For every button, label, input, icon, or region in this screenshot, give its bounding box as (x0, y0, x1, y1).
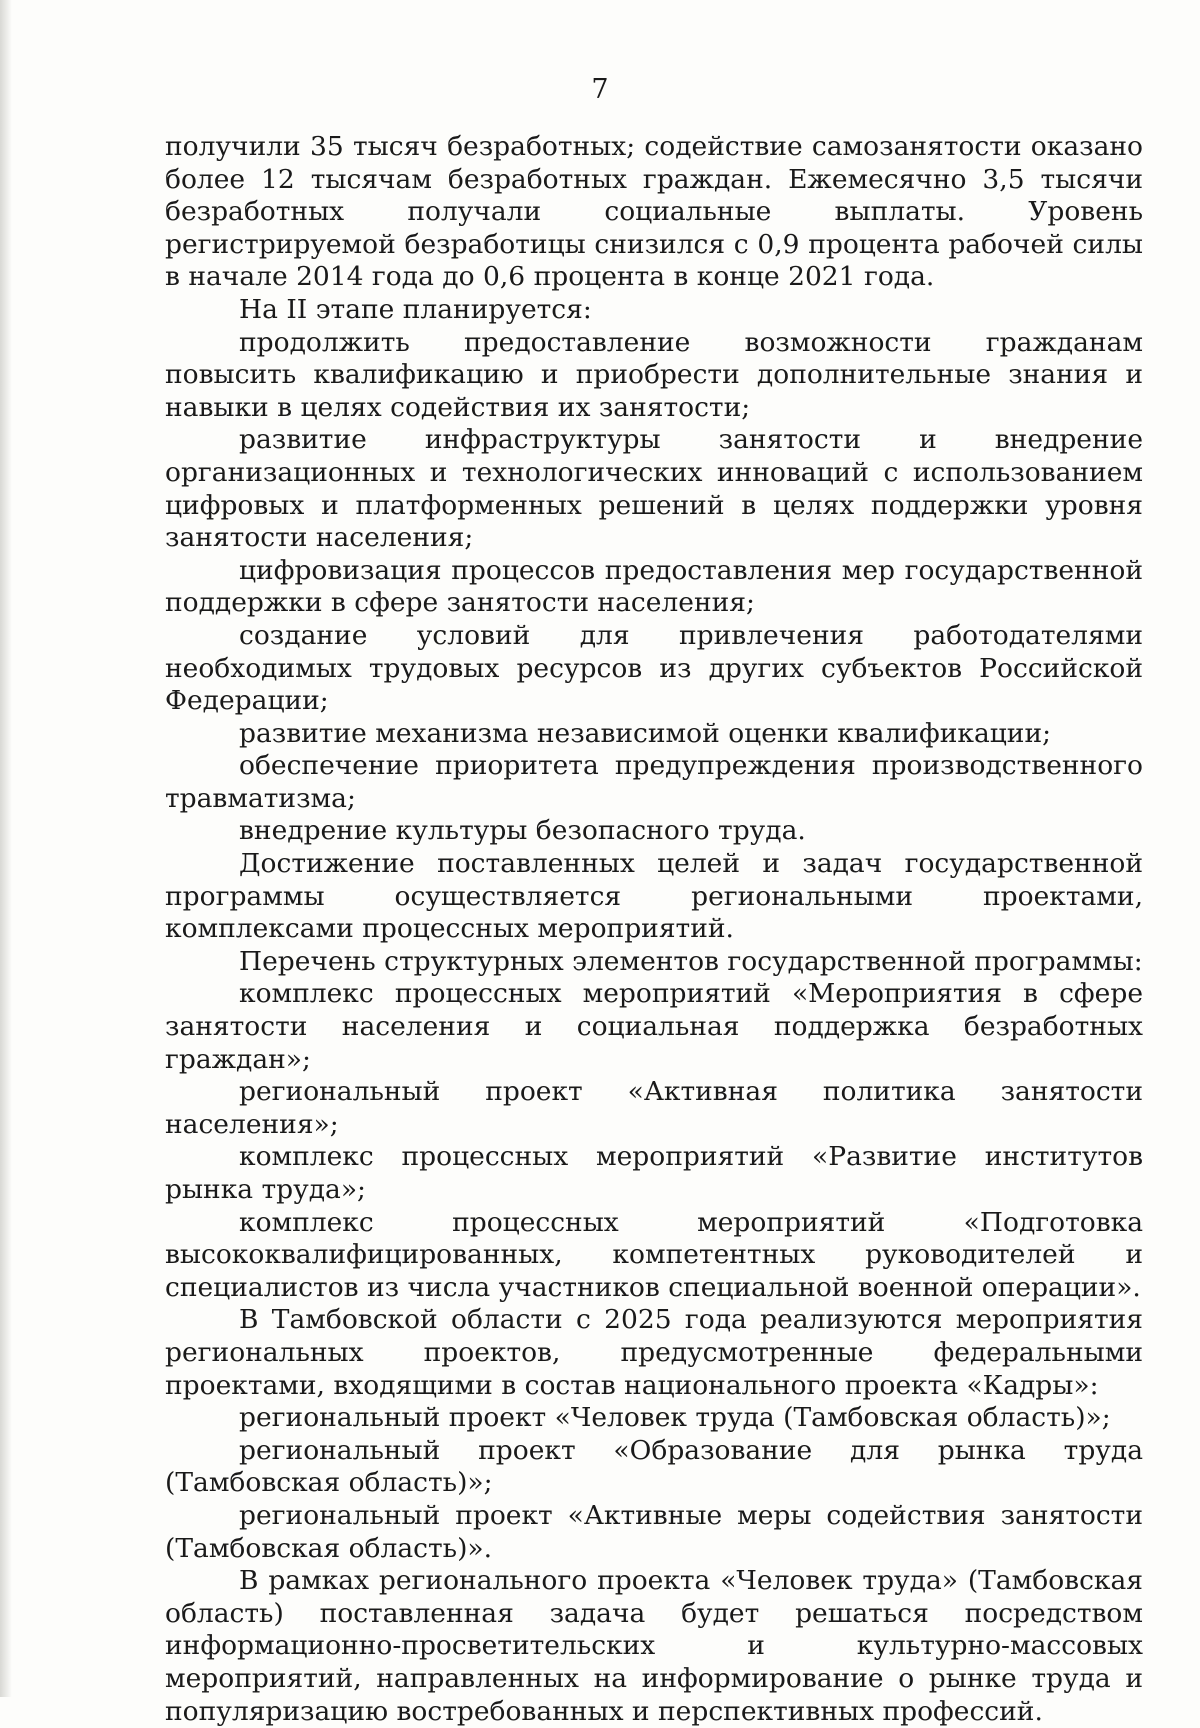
list-item: комплекс процессных мероприятий «Подготовка высококвалифицированных, компетентных руководителей и специалистов из числа участников специальной военной операции». (165, 1206, 1143, 1303)
page-number: 7 (591, 74, 609, 105)
list-item: внедрение культуры безопасного труда. (239, 815, 806, 847)
list-item: региональный проект «Активные меры содействия занятости (Тамбовская область)». (165, 1499, 1143, 1564)
body-text (165, 131, 1143, 1728)
scan-edge-shadow (0, 0, 12, 1697)
list-item: создание условий для привлечения работодателями необходимых трудовых ресурсов из других субъектов Российской Федерации; (165, 619, 1143, 717)
paragraph: На II этапе планируется: (239, 293, 592, 325)
list-item: цифровизация процессов предоставления мер государственной поддержки в сфере занятости населения; (165, 554, 1143, 619)
paragraph: В рамках регионального проекта «Человек труда» (Тамбовская область) поставленная задача будет решаться посредством информационно-просветительских и культурно-массовых мероприятий, направленных на информирование о рынке труда и популяризацию востребованных и перспективных профессий. (165, 1565, 1143, 1727)
list-item: обеспечение приоритета предупреждения производственного травматизма; (165, 750, 1143, 814)
list-item: региональный проект «Активная политика занятости населения»; (165, 1076, 1143, 1140)
paragraph: получили 35 тысяч безработных; содействие самозанятости оказано более 12 тысячам безработных граждан. Ежемесячно 3,5 тысячи безработных получали социальные выплаты. Уровень регистрируемой безработицы снизился с 0,9 процента рабочей силы в начале 2014 года до 0,6 процента в конце 2021 года. (165, 131, 1143, 293)
paragraph: Достижение поставленных целей и задач государственной программы осуществляется региональными проектами, комплексами процессных мероприятий. (165, 848, 1143, 945)
list-item: комплекс процессных мероприятий «Развитие институтов рынка труда»; (165, 1141, 1143, 1205)
list-item: продолжить предоставление возможности гражданам повысить квалификацию и приобрести дополнительные знания и навыки в целях содействия их занятости; (165, 326, 1143, 423)
list-item: развитие механизма независимой оценки квалификации; (239, 717, 1052, 749)
paragraph: В Тамбовской области с 2025 года реализуются мероприятия региональных проектов, предусмотренные федеральными проектами, входящими в состав национального проекта «Кадры»: (165, 1304, 1143, 1401)
paragraph: Перечень структурных элементов государственной программы: (239, 945, 1143, 977)
list-item: региональный проект «Человек труда (Тамбовская область)»; (239, 1402, 1111, 1434)
list-item: региональный проект «Образование для рынка труда (Тамбовская область)»; (165, 1434, 1143, 1499)
list-item: комплекс процессных мероприятий «Мероприятия в сфере занятости населения и социальная поддержка безработных граждан»; (165, 978, 1143, 1075)
list-item: развитие инфраструктуры занятости и внедрение организационных и технологических инноваций с использованием цифровых и платформенных решений в целях поддержки уровня занятости населения; (165, 424, 1143, 554)
